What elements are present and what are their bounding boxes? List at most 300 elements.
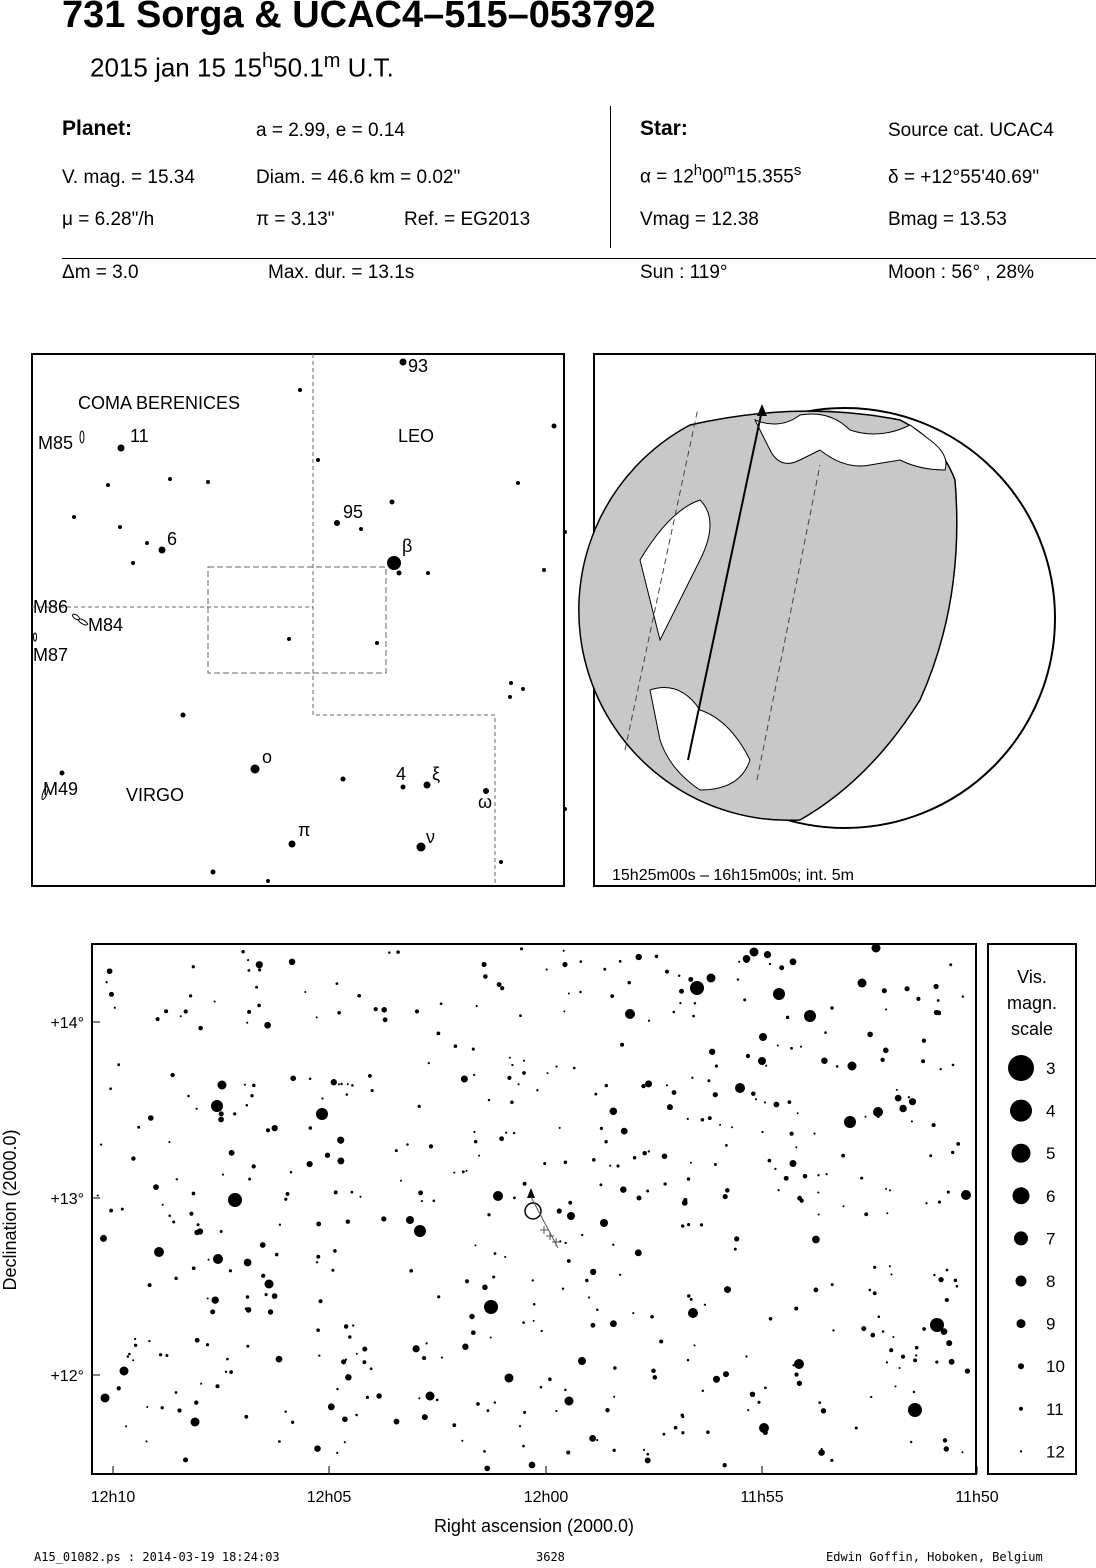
chart-star [715, 1065, 718, 1068]
chart-star [646, 1190, 649, 1193]
planet-reference: Ref. = EG2013 [404, 209, 531, 230]
chart-star [889, 1189, 891, 1191]
legend-mag-label: 7 [1046, 1229, 1056, 1249]
chart-star [492, 1275, 495, 1278]
chart-star [844, 1116, 856, 1128]
chart-star [286, 1192, 290, 1196]
chart-star [488, 1099, 490, 1101]
chart-star [588, 1297, 590, 1299]
chart-star [97, 1194, 99, 1196]
chart-star [487, 1409, 490, 1412]
chart-star [610, 1108, 618, 1116]
chart-star [321, 1097, 323, 1099]
finder-star [266, 879, 270, 883]
chart-star [328, 1403, 335, 1410]
chart-star [183, 1457, 188, 1462]
chart-star [289, 959, 295, 965]
chart-star [764, 951, 771, 958]
legend-dot [1016, 1276, 1027, 1287]
chart-star [965, 1369, 970, 1374]
chart-star [868, 1289, 871, 1292]
chart-star [244, 1259, 252, 1267]
chart-star [961, 1451, 963, 1453]
chart-star [735, 1083, 745, 1093]
chart-star [422, 1414, 428, 1420]
chart-star [279, 1224, 281, 1226]
moon-info: Moon : 56° , 28% [888, 262, 1034, 283]
chart-star [915, 1346, 919, 1350]
chart-star [747, 1409, 749, 1411]
chart-star [724, 1286, 731, 1293]
chart-star [913, 1358, 917, 1362]
chart-star [814, 1288, 819, 1293]
chart-star [836, 1065, 839, 1068]
chart-star [610, 1320, 617, 1327]
chart-star [523, 1060, 525, 1062]
chart-star [750, 948, 759, 957]
chart-star [564, 1389, 567, 1392]
planet-parallax: π = 3.13" [256, 209, 335, 230]
finder-star [316, 458, 320, 462]
chart-star [605, 1408, 609, 1412]
chart-star [255, 986, 258, 989]
chart-star [706, 1430, 710, 1434]
chart-star [687, 1118, 689, 1120]
chart-star [619, 1274, 621, 1276]
chart-star [105, 981, 107, 983]
chart-star [831, 1283, 834, 1286]
chart-star [693, 1344, 695, 1346]
chart-star [962, 995, 964, 997]
finder-star [509, 681, 513, 685]
chart-star [509, 1057, 511, 1059]
chart-star [613, 1396, 615, 1398]
chart-star [619, 960, 622, 963]
chart-star [422, 1356, 426, 1360]
chart-star [880, 1058, 884, 1062]
chart-star [374, 1007, 378, 1011]
chart-star [870, 1396, 872, 1398]
chart-star [476, 1005, 478, 1007]
chart-star [895, 1095, 902, 1102]
footer-author: Edwin Goffin, Hoboken, Belgium [826, 1550, 1043, 1564]
chart-star [219, 1111, 224, 1116]
chart-star [454, 1044, 458, 1048]
chart-star [304, 991, 306, 993]
chart-star [101, 1394, 110, 1403]
chart-star [366, 1396, 369, 1399]
chart-star [821, 1057, 827, 1063]
chart-star [734, 1236, 739, 1241]
chart-star [922, 1039, 926, 1043]
chart-star [177, 1408, 181, 1412]
chart-star [555, 1410, 557, 1412]
chart-star [192, 965, 195, 968]
chart-star [256, 961, 263, 968]
chart-star [210, 1309, 215, 1314]
chart-star [257, 1004, 261, 1008]
chart-star [860, 1177, 863, 1180]
globe-time-caption: 15h25m00s – 16h15m00s; int. 5m [612, 867, 854, 884]
x-tick-label: 12h05 [306, 1489, 352, 1506]
chart-star [679, 989, 684, 994]
finder-star [387, 556, 401, 570]
chart-star [933, 984, 938, 989]
chart-star [225, 1371, 227, 1373]
chart-star [418, 1397, 420, 1399]
chart-star [573, 1067, 576, 1070]
chart-star [804, 1010, 816, 1022]
chart-star [145, 1440, 147, 1442]
chart-star [892, 1336, 894, 1338]
chart-star [589, 1435, 596, 1442]
chart-star [469, 1314, 474, 1319]
chart-star [159, 1353, 162, 1356]
legend-dot [1012, 1144, 1031, 1163]
chart-star [406, 1143, 409, 1146]
chart-star [265, 1293, 268, 1296]
chart-star [768, 1159, 772, 1163]
chart-star [471, 1330, 476, 1335]
finder-star [289, 841, 296, 848]
star-declination: δ = +12°55'40.69" [888, 167, 1040, 188]
chart-star [653, 1375, 658, 1380]
star-ra-prefix: α = 12 [640, 166, 694, 188]
chart-star [915, 1354, 917, 1356]
finder-star [542, 568, 546, 572]
chart-star [872, 944, 881, 953]
finder-star [426, 571, 430, 575]
shadow-direction-arrow [757, 404, 767, 416]
chart-star [546, 969, 548, 971]
chart-star [376, 1393, 381, 1398]
chart-star [599, 1183, 602, 1186]
chart-star [764, 1101, 766, 1103]
chart-star [474, 1140, 478, 1144]
chart-star [229, 1150, 235, 1156]
chart-star [610, 994, 614, 998]
chart-star [935, 1361, 938, 1364]
chart-star [723, 1371, 729, 1377]
chart-star [625, 1009, 635, 1019]
star-label-nu: ν [426, 827, 435, 847]
chart-star [908, 1403, 922, 1417]
chart-star [592, 1158, 596, 1162]
chart-star [215, 1297, 218, 1300]
planet-vmag: V. mag. = 15.34 [62, 167, 195, 188]
chart-star [894, 1385, 896, 1387]
chart-star [215, 1384, 219, 1388]
chart-star [229, 1370, 233, 1374]
chart-star [346, 1219, 350, 1223]
legend-dot [1019, 1407, 1023, 1411]
chart-star [813, 1133, 815, 1135]
chart-star [702, 1390, 704, 1392]
chart-star [418, 1105, 421, 1108]
chart-star [134, 1338, 136, 1340]
chart-star [195, 1338, 200, 1343]
chart-star [769, 963, 771, 965]
chart-star [370, 1367, 373, 1370]
chart-star [519, 1425, 521, 1427]
chart-star [824, 1031, 827, 1034]
chart-star [462, 1170, 465, 1173]
ra-second-unit: s [793, 162, 802, 179]
chart-star [440, 1002, 443, 1005]
chart-star [100, 1235, 107, 1242]
chart-star [175, 1391, 178, 1394]
chart-star [792, 1364, 794, 1366]
chart-star [381, 1007, 387, 1013]
chart-star [247, 1010, 251, 1014]
chart-star [148, 1340, 150, 1342]
legend-title-line-1: Vis. [1017, 967, 1047, 987]
galaxy-label-m87: M87 [33, 645, 69, 665]
chart-star [744, 958, 749, 963]
star-label-pi: π [298, 820, 311, 840]
chart-star [523, 1411, 526, 1414]
chart-star [316, 1328, 320, 1332]
chart-star [567, 1212, 575, 1220]
chart-star [723, 1194, 728, 1199]
event-minutes: 50.1 [273, 52, 324, 83]
legend-mag-label: 5 [1046, 1144, 1056, 1164]
chart-star [725, 1144, 728, 1147]
y-axis-label: Declination (2000.0) [0, 1129, 20, 1291]
chart-star [162, 1204, 164, 1206]
chart-star [153, 1184, 159, 1190]
chart-star [441, 1357, 443, 1359]
planet-diameter: Diam. = 46.6 km = 0.02" [256, 167, 461, 188]
chart-star [548, 1377, 552, 1381]
chart-star [362, 1347, 367, 1352]
chart-star [536, 1089, 538, 1091]
magnitude-legend [988, 944, 1076, 1474]
chart-star [522, 1445, 525, 1448]
chart-star [137, 1126, 140, 1129]
chart-star [522, 1321, 525, 1324]
chart-star [800, 1199, 804, 1203]
chart-star [899, 1367, 901, 1369]
chart-star [426, 1392, 435, 1401]
chart-star [436, 1031, 440, 1035]
chart-star [596, 1439, 598, 1441]
chart-star [949, 963, 952, 966]
chart-star [885, 1188, 887, 1190]
chart-star [627, 981, 631, 985]
chart-star [461, 1440, 463, 1442]
chart-star [383, 1017, 388, 1022]
chart-star [645, 1457, 651, 1463]
constellation-virgo: VIRGO [126, 785, 185, 805]
chart-star [707, 974, 716, 983]
chart-star [546, 1072, 548, 1074]
chart-star [778, 1189, 780, 1191]
star-heading: Star: [640, 117, 688, 140]
legend-mag-label: 12 [1046, 1442, 1065, 1462]
chart-star [494, 1252, 497, 1255]
chart-star [222, 1174, 224, 1176]
chart-star [214, 1000, 216, 1002]
chart-star [406, 1216, 414, 1224]
chart-star [518, 1083, 520, 1085]
chart-star [246, 1104, 249, 1107]
finder-star [521, 687, 525, 691]
chart-star [817, 1174, 819, 1176]
chart-star [247, 969, 250, 972]
chart-frame [92, 944, 976, 1474]
chart-star [261, 1274, 265, 1278]
chart-star [687, 1177, 690, 1180]
legend-dot [1014, 1231, 1028, 1245]
chart-star [688, 1308, 698, 1318]
chart-star [737, 978, 739, 980]
chart-star [651, 1369, 656, 1374]
chart-star [337, 1011, 341, 1015]
finder-star [400, 359, 407, 366]
chart-star [125, 1425, 127, 1427]
chart-star [943, 1438, 947, 1442]
chart-star [672, 1090, 677, 1095]
finder-star [390, 500, 395, 505]
chart-star [208, 1259, 210, 1261]
chart-star [418, 1190, 423, 1195]
chart-star [632, 1312, 634, 1314]
minute-unit: m [323, 50, 341, 72]
x-tick-label: 12h10 [90, 1489, 136, 1506]
chart-star [848, 1062, 857, 1071]
chart-star [821, 1448, 823, 1450]
chart-star [276, 1356, 283, 1363]
legend-mag-label: 11 [1046, 1399, 1064, 1419]
galaxy-label-m49: M49 [43, 779, 79, 799]
field-of-view-box [208, 567, 386, 673]
chart-star [473, 1131, 475, 1133]
chart-star [371, 1089, 374, 1092]
chart-star [945, 1298, 949, 1302]
chart-star [290, 1171, 293, 1174]
finder-star [375, 641, 379, 645]
legend-title-line-3: scale [1010, 1019, 1054, 1039]
chart-star [244, 1415, 248, 1419]
finder-star [251, 765, 260, 774]
chart-star [565, 1397, 574, 1406]
chart-star [725, 1188, 730, 1193]
chart-star [266, 1128, 270, 1132]
chart-star [342, 1416, 348, 1422]
chart-star [794, 1359, 804, 1369]
chart-star [949, 1359, 955, 1365]
chart-star [290, 1075, 296, 1081]
star-label-11: 11 [130, 426, 149, 446]
chart-star [453, 1172, 455, 1174]
chart-star [211, 1100, 223, 1112]
chart-star [272, 1293, 278, 1299]
chart-star [505, 1132, 507, 1134]
y-tick-label: +13° [50, 1191, 84, 1208]
chart-star [620, 1186, 627, 1193]
finder-star [563, 807, 567, 811]
chart-star [954, 1279, 957, 1282]
x-axis-ticks [91, 1466, 999, 1506]
chart-star [484, 1466, 490, 1472]
legend-title-line-2: magn. [1006, 993, 1058, 1013]
chart-star [504, 1256, 506, 1258]
chart-star [578, 1357, 586, 1365]
chart-star [207, 1297, 209, 1299]
chart-star [635, 1249, 642, 1256]
chart-star [117, 1063, 120, 1066]
chart-star [568, 992, 570, 994]
chart-star [713, 1376, 720, 1383]
finder-star [72, 515, 76, 519]
chart-star [896, 1089, 898, 1091]
finder-star [508, 695, 512, 699]
chart-star [867, 1032, 873, 1038]
chart-star [319, 1299, 323, 1303]
chart-star [429, 1144, 433, 1148]
chart-star [937, 999, 940, 1002]
chart-star [759, 1033, 767, 1041]
earth-globe-panel [579, 354, 1096, 886]
chart-star [278, 1440, 281, 1443]
chart-star [932, 1123, 936, 1127]
chart-star [757, 1401, 760, 1404]
chart-star [642, 1151, 646, 1155]
chart-star [745, 1355, 747, 1357]
chart-star [356, 1353, 358, 1355]
finder-star [181, 713, 186, 718]
chart-star [843, 1205, 845, 1207]
chart-star [873, 1266, 876, 1269]
chart-star [120, 1367, 129, 1376]
chart-star [107, 968, 113, 974]
chart-star [821, 1408, 826, 1413]
finder-star [516, 481, 520, 485]
chart-star [500, 986, 504, 990]
star-source-catalog: Source cat. UCAC4 [888, 120, 1054, 141]
chart-star [855, 1426, 858, 1429]
chart-star [258, 968, 261, 971]
chart-star [701, 1118, 705, 1122]
chart-star [708, 1116, 712, 1120]
chart-star [933, 1274, 935, 1276]
chart-star [331, 1079, 337, 1085]
chart-star [803, 1174, 808, 1179]
chart-star [461, 1076, 468, 1083]
chart-star [691, 1077, 693, 1079]
chart-star [187, 1095, 190, 1098]
chart-star [198, 1026, 203, 1031]
chart-star [865, 1116, 867, 1118]
chart-star [484, 1300, 498, 1314]
chart-star [316, 1221, 321, 1226]
chart-star [134, 1344, 137, 1347]
chart-star [176, 1178, 178, 1180]
chart-star [681, 1431, 684, 1434]
chart-star [148, 1283, 152, 1287]
chart-star [284, 1410, 286, 1412]
chart-star [800, 1046, 802, 1048]
star-label-xi: ξ [432, 764, 441, 784]
star-ra-minutes: 00 [702, 166, 724, 188]
chart-star [790, 1047, 793, 1050]
magnitude-drop: Δm = 3.0 [62, 262, 139, 283]
chart-star [206, 1343, 209, 1346]
chart-star [196, 1108, 198, 1110]
chart-star [563, 950, 565, 952]
chart-star [275, 1253, 279, 1257]
